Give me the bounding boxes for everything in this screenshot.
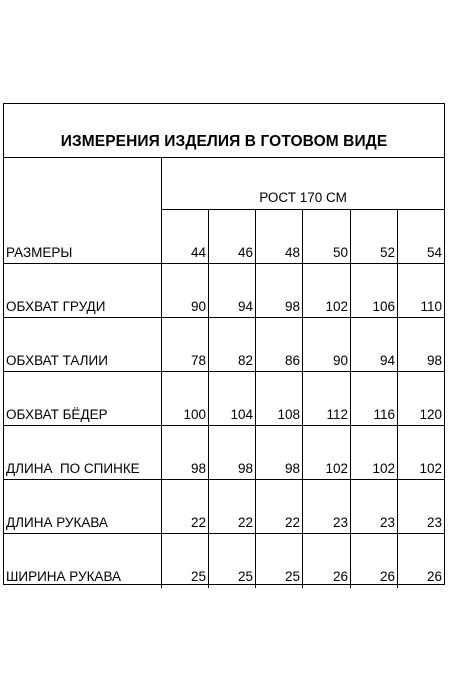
table-cell: 46 — [208, 210, 255, 264]
row-label: ДЛИНА ПО СПИНКЕ — [6, 461, 140, 476]
table-cell: 26 — [350, 534, 397, 588]
table-cell: 98 — [208, 426, 255, 480]
table-cell: 50 — [302, 210, 350, 264]
table-cell: 90 — [161, 264, 208, 318]
table-cell: 102 — [350, 426, 397, 480]
row-label: ШИРИНА РУКАВА — [6, 569, 122, 584]
table-cell: 94 — [208, 264, 255, 318]
table-cell: 104 — [208, 372, 255, 426]
table-cell: 120 — [397, 372, 444, 426]
table-cell: 25 — [255, 534, 302, 588]
row-label: РАЗМЕРЫ — [6, 245, 73, 260]
height-header: РОСТ 170 СМ — [161, 158, 444, 210]
table-cell: 22 — [161, 480, 208, 534]
table-cell: 98 — [255, 264, 302, 318]
table-cell: 100 — [161, 372, 208, 426]
table-cell: 116 — [350, 372, 397, 426]
table-cell: 22 — [208, 480, 255, 534]
table-row — [4, 318, 444, 372]
table-cell: 54 — [397, 210, 444, 264]
table-cell: 22 — [255, 480, 302, 534]
table-row — [4, 372, 444, 426]
table-cell: 102 — [302, 264, 350, 318]
table-cell: 25 — [208, 534, 255, 588]
table-title: ИЗМЕРЕНИЯ ИЗДЕЛИЯ В ГОТОВОМ ВИДЕ — [4, 104, 444, 158]
table-cell: 48 — [255, 210, 302, 264]
table-cell: 78 — [161, 318, 208, 372]
table-cell: 112 — [302, 372, 350, 426]
table-row — [4, 158, 444, 264]
table-cell: 106 — [350, 264, 397, 318]
row-label: ОБХВАТ ТАЛИИ — [6, 353, 108, 368]
table-row — [4, 426, 444, 480]
table-row — [4, 534, 444, 588]
table-cell: 23 — [397, 480, 444, 534]
table-cell: 102 — [397, 426, 444, 480]
table-cell: 52 — [350, 210, 397, 264]
measurements-table — [3, 103, 445, 585]
table-cell: 25 — [161, 534, 208, 588]
table-cell: 26 — [397, 534, 444, 588]
table-cell: 23 — [302, 480, 350, 534]
table-cell: 98 — [255, 426, 302, 480]
table-cell: 98 — [161, 426, 208, 480]
table-cell: 86 — [255, 318, 302, 372]
table-cell: 82 — [208, 318, 255, 372]
table-cell: 94 — [350, 318, 397, 372]
row-label: ОБХВАТ БЁДЕР — [6, 407, 108, 422]
row-label: ОБХВАТ ГРУДИ — [6, 299, 106, 314]
table-cell: 23 — [350, 480, 397, 534]
table-cell: 110 — [397, 264, 444, 318]
table-cell: 90 — [302, 318, 350, 372]
table-cell: 98 — [397, 318, 444, 372]
table-row — [4, 480, 444, 534]
table-cell: 26 — [302, 534, 350, 588]
table-cell: 108 — [255, 372, 302, 426]
table-cell: 44 — [161, 210, 208, 264]
table-row — [4, 264, 444, 318]
table-cell: 102 — [302, 426, 350, 480]
row-label: ДЛИНА РУКАВА — [6, 515, 108, 530]
